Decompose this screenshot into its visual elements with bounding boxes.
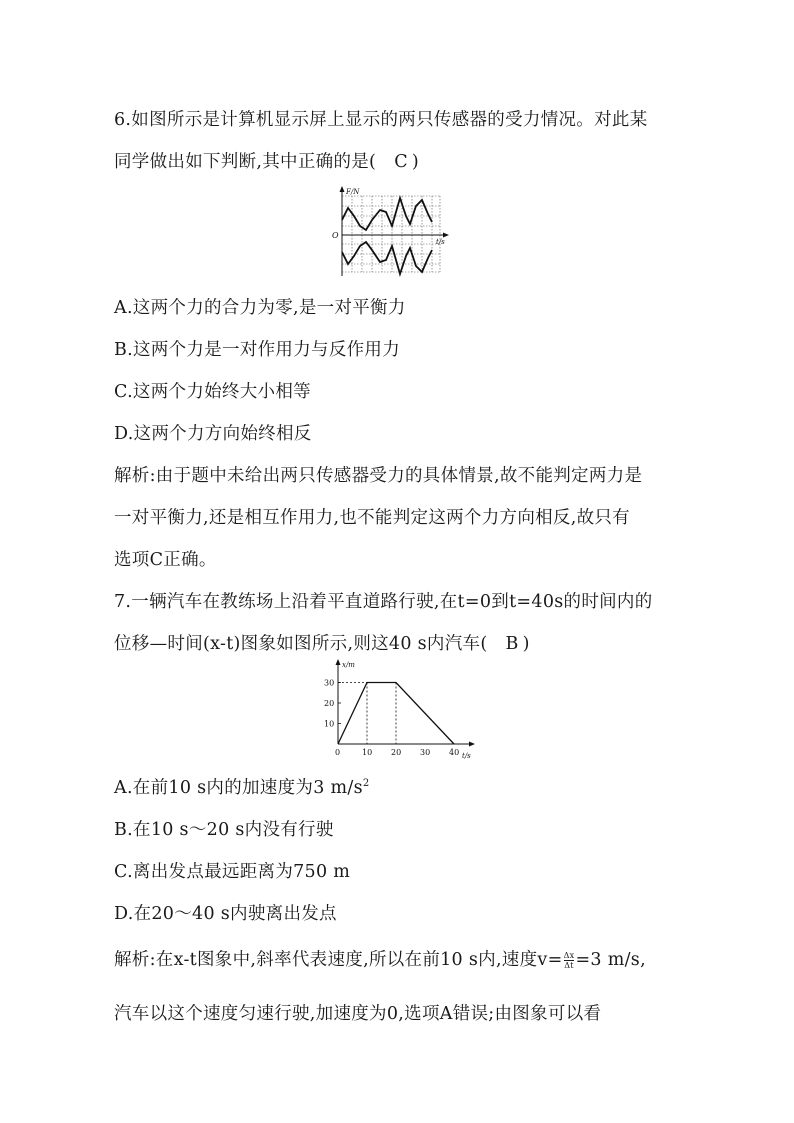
q7-answer: B [505,634,519,654]
q6-curve-upper [342,198,432,230]
q6-x-label: t/s [436,238,445,246]
q6-option-c: C.这两个力始终大小相等 [114,382,311,402]
q7-xt-chart [312,658,480,762]
q7-explanation-line1 [114,946,646,971]
q7-option-c: C.离出发点最远距离为750 m [114,862,351,882]
x-tick-label: 40 [449,748,460,757]
q7-option-d: D.在20～40 s内驶离出发点 [114,904,337,924]
x-tick-label: 20 [391,748,402,757]
q7-velocity-fraction [564,951,575,970]
q6-curve-lower [342,242,432,274]
y-tick-label: 10 [324,719,335,729]
q7-x-arrow [469,742,475,747]
q6-y-arrow [340,186,345,192]
y-tick-label: 20 [324,699,335,708]
q7-frac-numerator: Δx [563,951,575,960]
q7-y-label: x/m [342,661,355,669]
q7-stem-close: ) [522,634,530,654]
q7-option-b: B.在10 s～20 s内没有行驶 [114,820,334,840]
q6-origin-label: O [332,231,339,240]
y-tick-label: 30 [324,678,335,688]
q6-explanation-line3: 选项C正确。 [114,550,217,570]
q6-stem-line1: 6.如图所示是计算机显示屏上显示的两只传感器的受力情况。对此某 [114,110,648,130]
q6-answer: C [394,152,408,172]
q7-option-a-exponent: 2 [362,778,370,790]
q6-option-a: A.这两个力的合力为零,是一对平衡力 [114,298,406,318]
x-tick-label: 30 [420,748,431,757]
q6-option-b: B.这两个力是一对作用力与反作用力 [114,340,401,360]
x-tick-label: 0 [335,748,341,757]
q7-stem-line1: 7.一辆汽车在教练场上沿着平直道路行驶,在t=0到t=40s的时间内的 [114,592,653,612]
q7-y-arrow [336,659,341,665]
q7-option-a-text: A.在前10 s内的加速度为3 m/s [114,778,363,798]
q6-stem-line2-text: 同学做出如下判断,其中正确的是( [114,152,377,172]
q7-frac-denominator: Δt [564,961,574,970]
q6-stem-line2 [114,148,419,173]
q6-option-d: D.这两个力方向始终相反 [114,424,312,444]
q7-x-label: t/s [462,752,471,760]
q6-stem-close: ) [411,152,420,172]
q7-stem-line2 [114,630,530,655]
q7-explanation-text: 解析:在x-t图象中,斜率代表速度,所以在前10 s内,速度v= [114,950,563,970]
q6-y-label: F/N [346,188,360,196]
q6-force-figure [328,186,450,278]
q6-explanation-line2: 一对平衡力,还是相互作用力,也不能判定这两个力方向相反,故只有 [114,508,630,528]
q6-x-arrow [443,233,449,238]
q6-explanation-line1: 解析:由于题中未给出两只传感器受力的具体情景,故不能判定两力是 [114,466,643,486]
q7-explanation-line2: 汽车以这个速度匀速行驶,加速度为0,选项A错误;由图象可以看 [114,1004,602,1024]
q7-option-a [114,774,370,799]
q7-stem-line2-text: 位移—时间(x-t)图象如图所示,则这40 s内汽车( [114,634,488,654]
x-tick-label: 10 [362,748,373,757]
q7-explanation-result: =3 m/s, [575,950,646,970]
